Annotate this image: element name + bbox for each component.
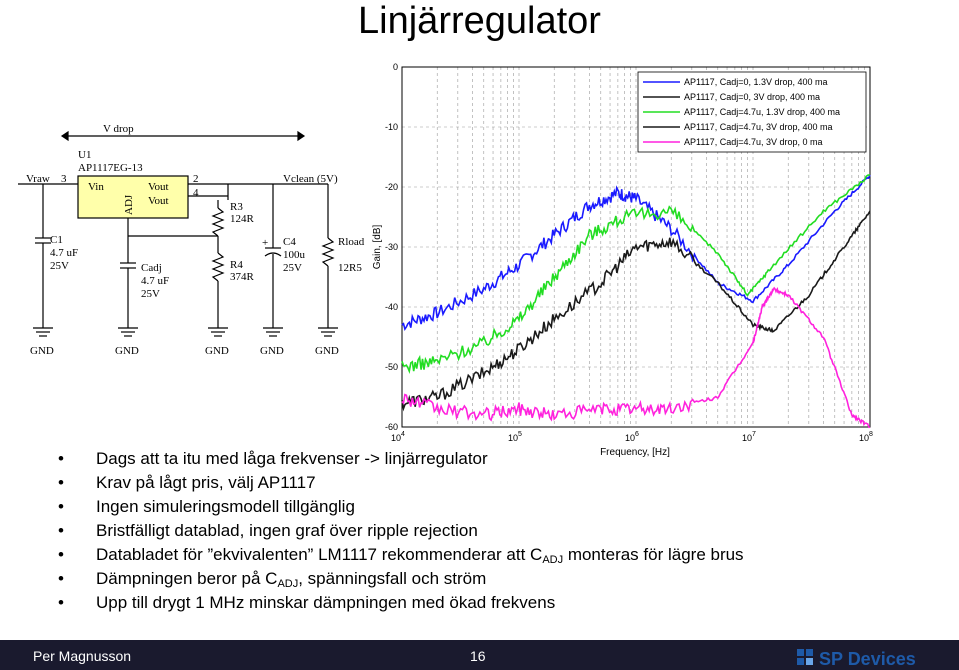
logo-square-icon (797, 658, 804, 665)
bullet-list (50, 447, 830, 615)
gain-plot (370, 55, 873, 460)
gnd-label-5: GND (315, 345, 339, 357)
slide-title: Linjärregulator (358, 0, 601, 42)
c1-label: C1 (50, 234, 63, 246)
r3-value: 124R (230, 213, 254, 225)
legend-label: AP1117, Cadj=0, 3V drop, 400 ma (684, 92, 821, 102)
part-label: AP1117EG-13 (78, 162, 143, 174)
y-tick-label: -50 (384, 362, 398, 372)
vout2-label: Vout (148, 195, 169, 207)
c4-label: C4 (283, 236, 296, 248)
gnd-label-4: GND (260, 345, 284, 357)
logo-square-icon (797, 649, 804, 656)
x-axis-label: Frequency, [Hz] (600, 447, 670, 458)
r4-value: 374R (230, 271, 254, 283)
x-tick-label: $10^4$ (391, 431, 405, 443)
y-tick-label: -20 (384, 182, 398, 192)
bullet-dot: • (58, 545, 64, 564)
rload-value: 12R5 (338, 262, 362, 274)
c4-plus: + (262, 237, 269, 249)
vout1-label: Vout (148, 181, 169, 193)
y-axis-label: Gain, [dB] (372, 224, 383, 270)
rload-label: Rload (338, 236, 365, 248)
gnd-label-2: GND (115, 345, 139, 357)
c1-value: 4.7 uF (50, 247, 79, 259)
logo-text: SP Devices (819, 649, 916, 669)
bullet-item: • Ingen simuleringsmodell tillgänglig (50, 495, 830, 519)
x-tick-label: $10^8$ (859, 431, 873, 443)
adj-label: ADJ (123, 194, 135, 215)
y-tick-label: -10 (384, 122, 398, 132)
pin2-label: 2 (193, 173, 199, 185)
schematic-diagram (18, 118, 378, 363)
bullet-item: • Dämpningen beror på $C_{ADJ}$, spänningsfall och ström (58, 569, 487, 590)
footer-author: Per Magnusson (33, 648, 132, 664)
gnd-label-3: GND (205, 345, 229, 357)
cadj-label: Cadj (141, 262, 162, 274)
cadj-rating: 25V (141, 288, 160, 300)
c4-rating: 25V (283, 262, 302, 274)
bullet-item: • Upp till drygt 1 MHz minskar dämpningen med ökad frekvens (50, 591, 830, 615)
y-tick-label: -40 (384, 302, 398, 312)
bullet-dot: • (58, 521, 64, 540)
r3-label: R3 (230, 201, 243, 213)
bullet-dot: • (58, 569, 64, 588)
vclean-label: Vclean (5V) (283, 173, 338, 185)
y-tick-label: 0 (392, 62, 398, 72)
logo-square-icon (806, 658, 813, 665)
bullet-item: • Bristfälligt datablad, ingen graf över ripple rejection (50, 519, 830, 543)
logo-square-icon (806, 649, 813, 656)
vraw-label: Vraw (26, 173, 50, 185)
bullet-dot: • (58, 497, 64, 516)
bullet-dot: • (58, 593, 64, 612)
legend-label: AP1117, Cadj=4.7u, 3V drop, 400 ma (684, 122, 833, 132)
cadj-value: 4.7 uF (141, 275, 170, 287)
r4-label: R4 (230, 259, 243, 271)
bullet-item: • Dags att ta itu med låga frekvenser -> linjärregulator (50, 447, 830, 471)
u1-label: U1 (78, 149, 92, 161)
legend-label: AP1117, Cadj=4.7u, 3V drop, 0 ma (684, 137, 823, 147)
bullet-item: • Databladet för ”ekvivalenten” LM1117 rekommenderar att $C_{ADJ}$ monteras för lägre brus (58, 545, 744, 566)
c1-rating: 25V (50, 260, 69, 272)
bullet-dot: • (58, 449, 64, 468)
legend-label: AP1117, Cadj=4.7u, 1.3V drop, 400 ma (684, 107, 841, 117)
bullet-item: • Krav på lågt pris, välj AP1117 (50, 471, 830, 495)
pin3-label: 3 (61, 173, 67, 185)
bullet-dot: • (58, 473, 64, 492)
pin4-label: 4 (193, 187, 199, 199)
x-tick-label: $10^7$ (742, 431, 756, 443)
c4-value: 100u (283, 249, 305, 261)
vdrop-label: V drop (103, 123, 134, 135)
sp-devices-logo (795, 645, 955, 669)
y-tick-label: -30 (384, 242, 398, 252)
x-tick-label: $10^5$ (508, 431, 522, 443)
vin-label: Vin (88, 181, 104, 193)
y-tick-label: -60 (384, 422, 398, 432)
chart-legend (638, 72, 866, 152)
x-tick-label: $10^6$ (625, 431, 639, 443)
legend-label: AP1117, Cadj=0, 1.3V drop, 400 ma (684, 77, 828, 87)
footer-page-number: 16 (470, 648, 486, 664)
gnd-label-1: GND (30, 345, 54, 357)
